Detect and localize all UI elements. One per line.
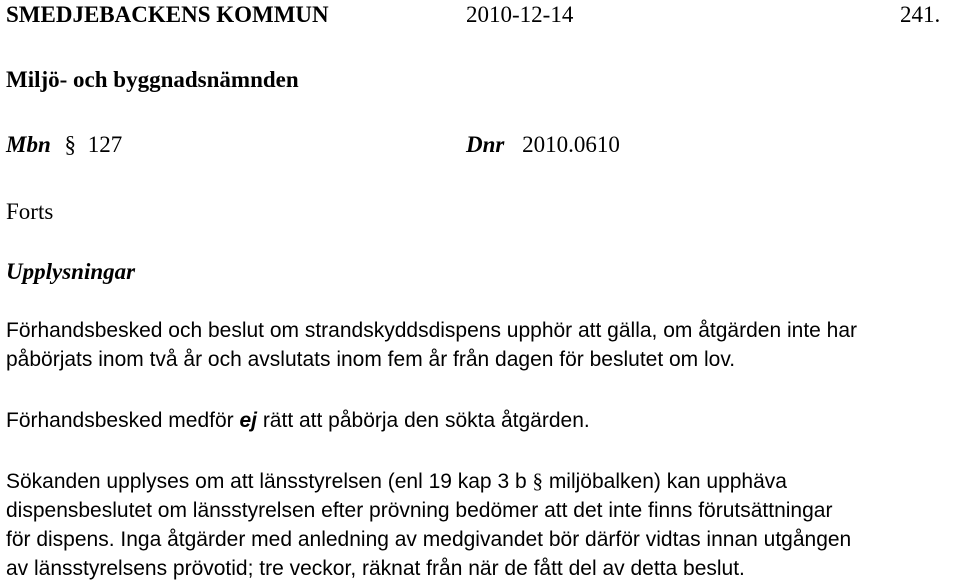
- paragraph-line: för dispens. Inga åtgärder med anledning av medgivandet bör därför vidtas innan utgången: [6, 528, 852, 551]
- mbn-label: Mbn: [6, 132, 51, 157]
- section-symbol: §: [532, 469, 543, 493]
- page-number: 241.: [900, 2, 941, 27]
- case-reference: [6, 131, 122, 159]
- text-segment: miljöbalken) kan upphäva: [542, 470, 787, 493]
- paragraph-line: påbörjats inom två år och avslutats inom fem år från dagen för beslutet om lov.: [6, 348, 736, 371]
- continuation-label: Forts: [6, 199, 54, 224]
- dnr-label: Dnr: [466, 132, 505, 157]
- document-date: 2010-12-14: [466, 2, 574, 27]
- paragraph-line: [6, 467, 851, 496]
- board-name: Miljö- och byggnadsnämnden: [6, 67, 299, 92]
- paragraph-line: av länsstyrelsens prövotid; tre veckor, räknat från när de fått del av detta beslut.: [6, 557, 745, 580]
- emphasis-text: ej: [239, 409, 257, 432]
- paragraph-county-review: [6, 467, 851, 583]
- municipality-name: SMEDJEBACKENS KOMMUN: [6, 2, 329, 27]
- paragraph-no-right: [6, 406, 590, 435]
- text-segment: rätt att påbörja den sökta åtgärden.: [256, 409, 590, 432]
- text-segment: Sökanden upplyses om att länsstyrelsen (enl 19 kap 3 b: [6, 470, 533, 493]
- dnr-reference: [466, 131, 620, 159]
- paragraph-line: Förhandsbesked och beslut om strandskyddsdispens upphör att gälla, om åtgärden inte har: [6, 319, 858, 342]
- dnr-number: 2010.0610: [522, 132, 620, 157]
- text-segment: Förhandsbesked medför: [6, 409, 240, 432]
- paragraph-line: dispensbeslutet om länsstyrelsen efter prövning bedömer att det inte finns förutsättningar: [6, 499, 833, 522]
- section-heading: Upplysningar: [6, 259, 136, 284]
- mbn-number: 127: [87, 132, 123, 157]
- paragraph-validity: [6, 316, 857, 374]
- section-symbol: §: [64, 132, 76, 157]
